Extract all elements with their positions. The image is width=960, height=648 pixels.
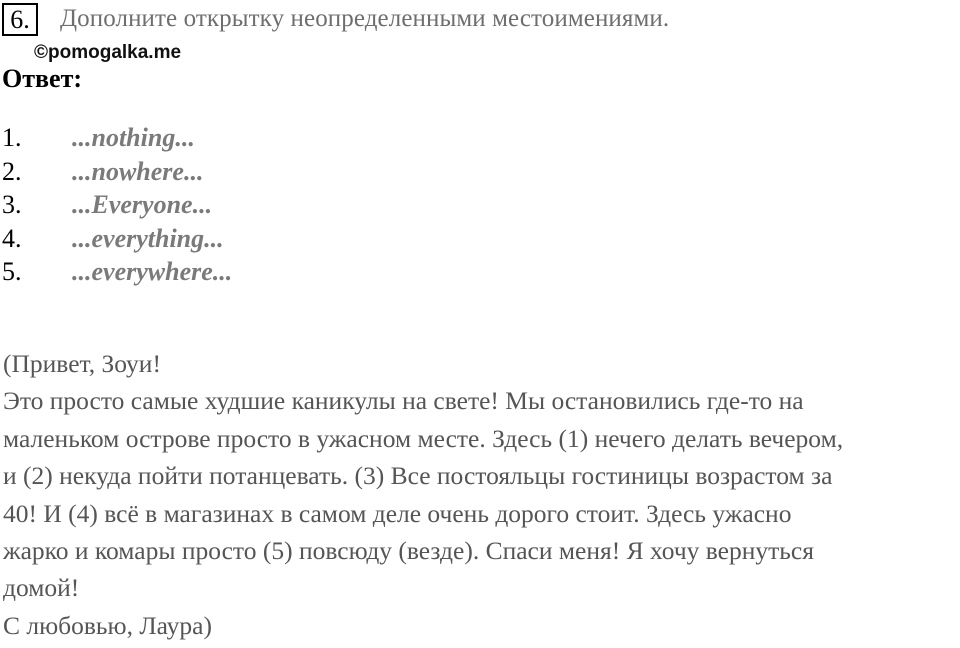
letter-line: (Привет, Зоуи!: [3, 349, 161, 378]
answer-number: 1.: [2, 123, 22, 152]
task-number: 6.: [2, 3, 38, 36]
watermark: ©pomogalka.me: [34, 42, 182, 63]
answer-item: [2, 121, 232, 155]
answer-label: Ответ:: [2, 64, 83, 93]
letter-line: 40! И (4) всё в магазинах в самом деле очень дорого стоит. Здесь ужасно: [3, 498, 792, 528]
letter-line: маленьком острове просто в ужасном месте. Здесь (1) нечего делать вечером,: [3, 423, 844, 453]
answer-word: ...nowhere...: [72, 156, 204, 186]
answer-item: [2, 188, 232, 222]
letter-line: и (2) некуда пойти потанцевать. (3) Все постояльцы гостиницы возрастом за: [3, 461, 833, 491]
answer-number: 4.: [2, 223, 22, 253]
postcard-letter: [3, 345, 958, 644]
letter-line: Это просто самые худшие каникулы на свете! Мы остановились где-то на: [3, 386, 804, 416]
answer-number: 2.: [2, 156, 22, 186]
answer-list: [2, 121, 232, 289]
letter-line: домой!: [3, 573, 80, 603]
answer-word: ...everywhere...: [72, 257, 233, 286]
answer-word: ...Everyone...: [72, 190, 213, 219]
answer-item: [2, 222, 232, 256]
letter-line: С любовью, Лаура): [3, 610, 212, 640]
answer-number: 5.: [2, 257, 22, 286]
letter-line: жарко и комары просто (5) повсюду (везде). Спаси меня! Я хочу вернуться: [3, 536, 814, 566]
task-header: [2, 2, 669, 36]
answer-word: ...nothing...: [72, 123, 195, 152]
answer-item: [2, 255, 232, 289]
answer-item: [2, 155, 232, 189]
answer-number: 3.: [2, 190, 22, 219]
answer-word: ...everything...: [72, 223, 224, 253]
task-instruction: Дополните открытку неопределенными местоимениями.: [60, 5, 670, 32]
